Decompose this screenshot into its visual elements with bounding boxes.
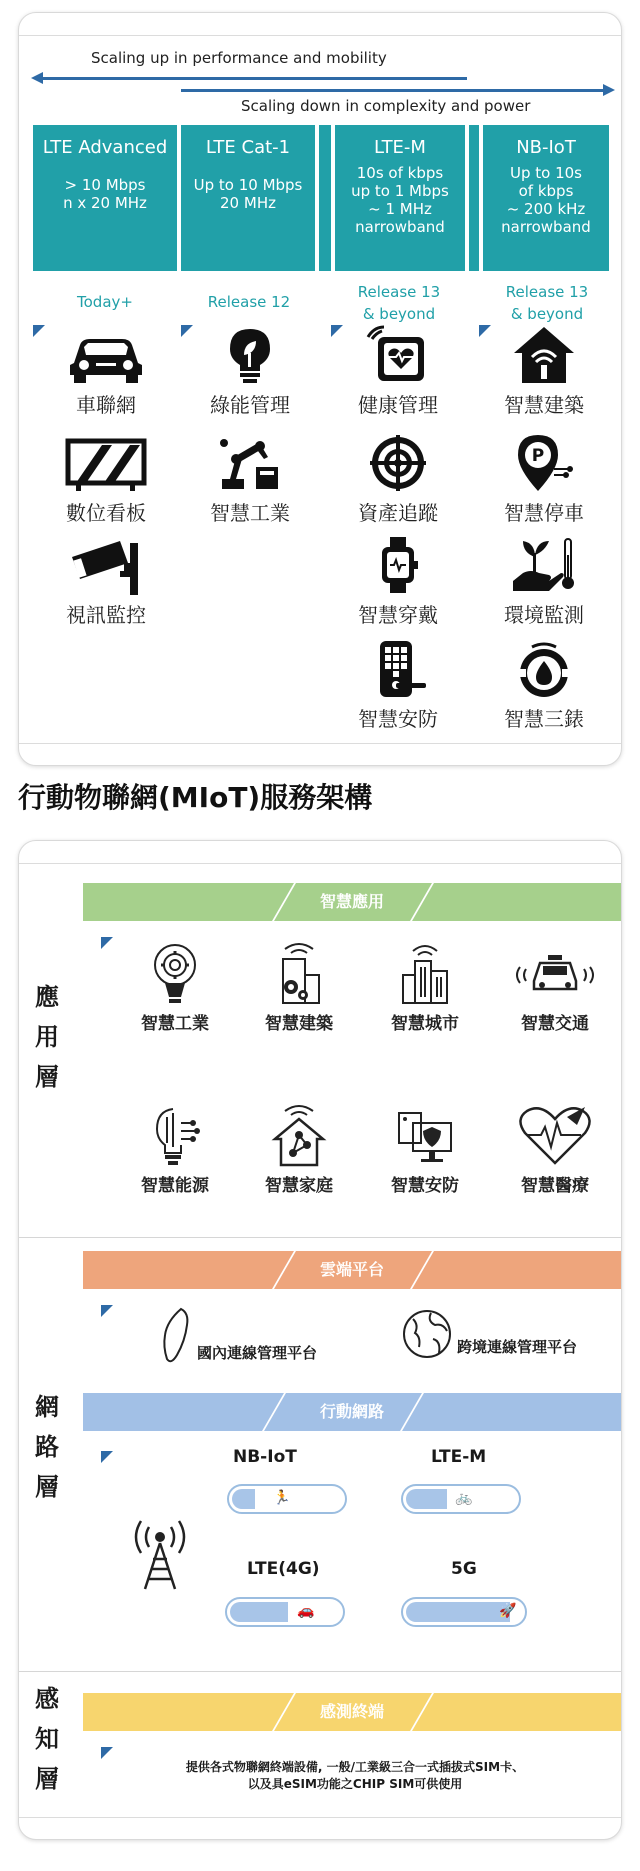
corner-marker bbox=[101, 937, 113, 949]
signboard-icon bbox=[64, 433, 148, 493]
app-smart-industry bbox=[115, 941, 235, 1034]
app-smart-city bbox=[365, 941, 485, 1034]
lightbulb-leaf-icon bbox=[220, 325, 280, 385]
app-label: 智慧三錶 bbox=[504, 707, 584, 731]
app-smart-building bbox=[479, 325, 609, 418]
domestic-platform bbox=[159, 1307, 317, 1367]
lte-4g-speed-bar bbox=[225, 1597, 345, 1627]
tech-box-lte-cat1 bbox=[181, 125, 315, 271]
app-label: 智慧穿戴 bbox=[358, 603, 438, 627]
card-bottom-rule bbox=[19, 1817, 621, 1818]
app-label: 智慧工業 bbox=[210, 501, 290, 525]
shield-monitor-icon bbox=[393, 1103, 457, 1167]
app-label: 視訊監控 bbox=[66, 603, 146, 627]
runner-icon: 🏃 bbox=[273, 1490, 291, 1506]
app-environment-monitoring bbox=[479, 535, 609, 628]
globe-icon bbox=[401, 1307, 453, 1361]
tech-box-spacer bbox=[319, 125, 331, 271]
plant-thermometer-icon bbox=[509, 535, 579, 595]
car-icon: 🚗 bbox=[297, 1603, 315, 1619]
app-smart-healthcare bbox=[495, 1103, 615, 1196]
app-label: 智慧停車 bbox=[504, 501, 584, 525]
app-smart-industry bbox=[185, 433, 315, 526]
gear-bulb-icon bbox=[145, 941, 205, 1005]
tech-box-spacer bbox=[469, 125, 479, 271]
card-top-rule bbox=[19, 863, 621, 864]
technology-overview-card bbox=[18, 12, 622, 766]
card-top-rule bbox=[19, 35, 621, 36]
cross-border-platform bbox=[401, 1307, 577, 1361]
tech-box-nb-iot bbox=[483, 125, 609, 271]
speed-fill bbox=[230, 1602, 288, 1622]
layer-divider bbox=[19, 1237, 621, 1238]
building-gear-icon bbox=[269, 941, 329, 1005]
app-label: 智慧工業 bbox=[141, 1014, 209, 1034]
layer-divider bbox=[19, 1671, 621, 1672]
robot-arm-icon bbox=[218, 433, 282, 493]
app-label: 智慧醫療 bbox=[521, 1176, 589, 1196]
app-digital-signage bbox=[41, 433, 171, 526]
app-smart-wearable bbox=[333, 535, 463, 628]
release-label: Today+ bbox=[77, 293, 133, 311]
cloud-platform-band bbox=[83, 1251, 621, 1289]
nb-iot-speed-bar bbox=[227, 1484, 347, 1514]
app-label: 車聯網 bbox=[76, 393, 136, 417]
app-label: 資產追蹤 bbox=[358, 501, 438, 525]
radar-tracking-icon bbox=[368, 433, 428, 493]
release-label: Release 13 & beyond bbox=[357, 283, 441, 323]
taiwan-map-icon bbox=[159, 1307, 193, 1367]
corner-marker bbox=[101, 1451, 113, 1463]
sensing-terminal-band bbox=[83, 1693, 621, 1731]
release-label: Release 12 bbox=[207, 293, 291, 311]
smart-home-icon bbox=[512, 325, 576, 385]
network-name: LTE-M bbox=[431, 1447, 487, 1467]
svg-text:P: P bbox=[531, 446, 545, 466]
arrow-up-line bbox=[39, 77, 467, 80]
platform-label: 國內連線管理平台 bbox=[197, 1344, 318, 1362]
car-icon bbox=[66, 325, 146, 385]
arrow-down-line bbox=[181, 89, 605, 92]
speed-fill bbox=[232, 1489, 255, 1509]
application-layer-label: 應 用 層 bbox=[35, 983, 59, 1091]
app-car-network bbox=[41, 325, 171, 418]
app-label: 智慧安防 bbox=[358, 707, 438, 731]
cctv-camera-icon bbox=[66, 535, 146, 595]
tech-name: NB-IoT bbox=[516, 137, 576, 158]
arrow-down-label: Scaling down in complexity and power bbox=[241, 97, 531, 115]
network-name: NB-IoT bbox=[233, 1447, 297, 1467]
smartwatch-icon bbox=[368, 535, 428, 595]
tech-desc: Up to 10 Mbps 20 MHz bbox=[193, 176, 303, 212]
app-green-energy bbox=[185, 325, 315, 418]
app-asset-tracking bbox=[333, 433, 463, 526]
health-monitor-icon bbox=[366, 325, 430, 385]
card-bottom-rule bbox=[19, 743, 621, 744]
parking-pin-icon bbox=[512, 433, 576, 493]
tech-name: LTE-M bbox=[374, 137, 426, 158]
rocket-icon: 🚀 bbox=[499, 1603, 517, 1619]
app-label: 智慧建築 bbox=[265, 1014, 333, 1034]
app-smart-meters bbox=[479, 639, 609, 732]
tech-box-lte-m bbox=[335, 125, 465, 271]
corner-marker bbox=[101, 1747, 113, 1759]
5g-speed-bar bbox=[401, 1597, 527, 1627]
network-name: LTE(4G) bbox=[247, 1559, 320, 1579]
speed-fill bbox=[406, 1602, 510, 1622]
page-title: 行動物聯網(MIoT)服務架構 bbox=[18, 781, 373, 814]
app-smart-energy bbox=[115, 1103, 235, 1196]
city-icon bbox=[395, 941, 455, 1005]
heart-pulse-icon bbox=[515, 1103, 595, 1167]
app-label: 環境監測 bbox=[504, 603, 584, 627]
network-layer-label: 網 路 層 bbox=[35, 1393, 59, 1501]
miot-architecture-card bbox=[18, 840, 622, 1840]
app-health-management bbox=[333, 325, 463, 418]
app-label: 智慧能源 bbox=[141, 1176, 209, 1196]
band-title: 雲端平台 bbox=[319, 1260, 384, 1279]
band-title: 感測終端 bbox=[319, 1702, 384, 1721]
app-smart-parking bbox=[479, 433, 609, 526]
meter-drop-icon bbox=[512, 639, 576, 699]
tech-desc: Up to 10s of kbps ~ 200 kHz narrowband bbox=[501, 164, 591, 236]
tech-box-lte-advanced bbox=[33, 125, 177, 271]
app-video-surveillance bbox=[41, 535, 171, 628]
network-name: 5G bbox=[451, 1559, 477, 1579]
app-label: 數位看板 bbox=[66, 501, 146, 525]
lte-m-speed-bar bbox=[401, 1484, 521, 1514]
arrow-right-head bbox=[603, 84, 615, 96]
smart-application-band bbox=[83, 883, 621, 921]
app-smart-security bbox=[365, 1103, 485, 1196]
tech-desc: 10s of kbps up to 1 Mbps ~ 1 MHz narrowband bbox=[351, 164, 449, 236]
band-title: 行動網路 bbox=[319, 1402, 384, 1421]
energy-bulb-icon bbox=[145, 1103, 205, 1167]
mobile-network-band bbox=[83, 1393, 621, 1431]
cell-tower-icon bbox=[125, 1519, 195, 1591]
app-label: 健康管理 bbox=[358, 393, 438, 417]
house-network-icon bbox=[269, 1103, 329, 1167]
connected-car-icon bbox=[510, 941, 600, 1005]
speed-fill bbox=[406, 1489, 447, 1509]
app-smart-security bbox=[333, 639, 463, 732]
app-label: 綠能管理 bbox=[210, 393, 290, 417]
app-label: 智慧安防 bbox=[391, 1176, 459, 1196]
sensing-layer-label: 感 知 層 bbox=[35, 1685, 59, 1793]
arrow-up-label: Scaling up in performance and mobility bbox=[91, 49, 387, 67]
app-label: 智慧城市 bbox=[391, 1014, 459, 1034]
app-label: 智慧建築 bbox=[504, 393, 584, 417]
app-label: 智慧家庭 bbox=[265, 1176, 333, 1196]
keypad-lock-icon bbox=[366, 639, 430, 699]
app-label: 智慧交通 bbox=[521, 1014, 589, 1034]
bicycle-icon: 🚲 bbox=[455, 1490, 473, 1506]
tech-name: LTE Cat-1 bbox=[205, 137, 291, 158]
app-smart-home bbox=[239, 1103, 359, 1196]
corner-marker bbox=[101, 1305, 113, 1317]
sensing-description: 提供各式物聯網終端設備, 一般/工業級三合一式插拔式SIM卡、 以及具eSIM功能之CHIP SIM可供使用 bbox=[185, 1760, 525, 1791]
tech-desc: > 10 Mbps n x 20 MHz bbox=[63, 176, 147, 212]
platform-label: 跨境連線管理平台 bbox=[457, 1338, 578, 1356]
app-smart-transportation bbox=[495, 941, 615, 1034]
band-title: 智慧應用 bbox=[319, 892, 384, 911]
tech-name: LTE Advanced bbox=[42, 137, 168, 158]
release-label: Release 13 & beyond bbox=[505, 283, 589, 323]
app-smart-building bbox=[239, 941, 359, 1034]
